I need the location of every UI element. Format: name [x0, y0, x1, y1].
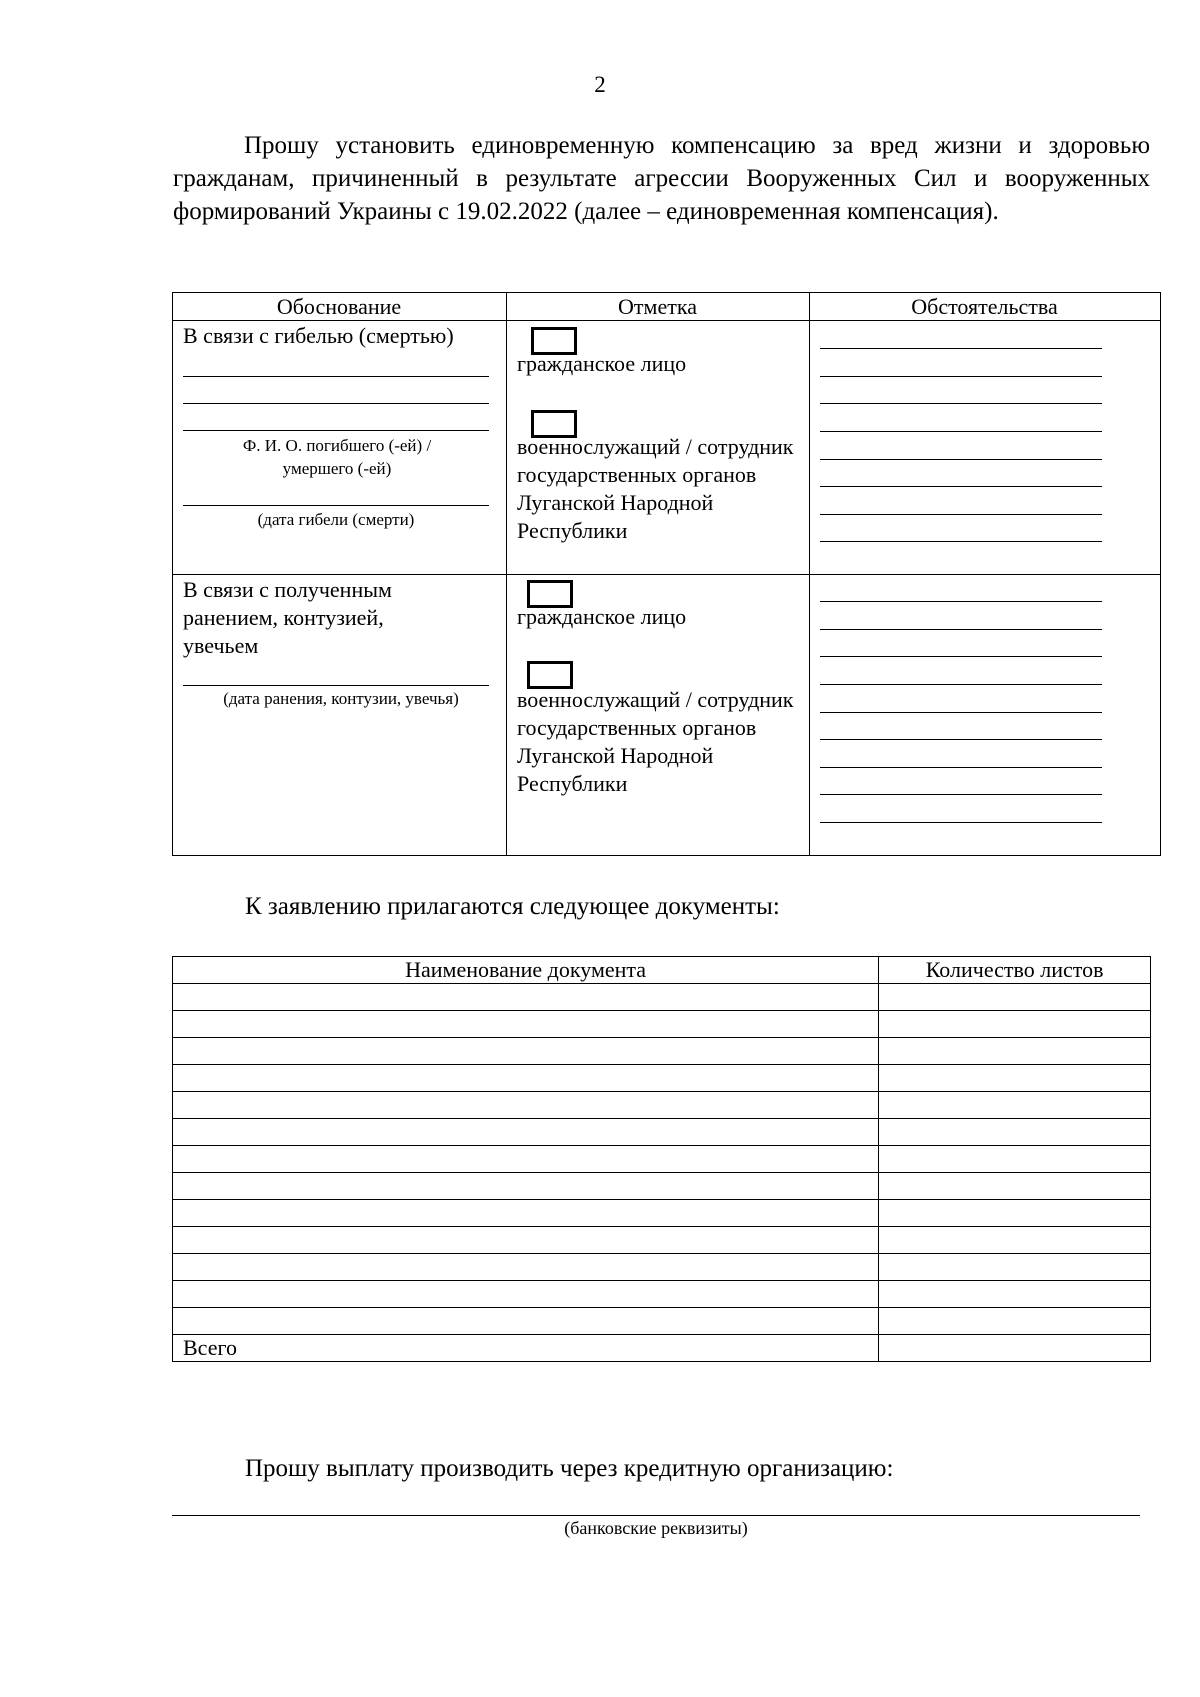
table-row	[173, 984, 1151, 1011]
row2-circumstance-line[interactable]	[820, 822, 1102, 823]
document-name-cell[interactable]	[173, 1200, 879, 1227]
row2-circumstance-line[interactable]	[820, 684, 1102, 685]
sheet-count-cell[interactable]	[879, 1038, 1151, 1065]
bank-details-line[interactable]	[172, 1515, 1140, 1516]
sheet-count-cell[interactable]	[879, 1119, 1151, 1146]
header-mark: Отметка	[618, 294, 697, 319]
row2-circumstance-line[interactable]	[820, 656, 1102, 657]
payment-text: Прошу выплату производить через кредитную организацию:	[245, 1455, 894, 1482]
sheet-count-cell[interactable]	[879, 1281, 1151, 1308]
row2-military-checkbox[interactable]	[527, 661, 573, 689]
row1-circumstance-line[interactable]	[820, 486, 1102, 487]
row2-date-line[interactable]	[183, 685, 489, 686]
documents-title: К заявлению прилагаются следующее документы:	[245, 893, 780, 920]
sheet-count-cell[interactable]	[879, 1173, 1151, 1200]
row2-civil-label: гражданское лицо	[517, 604, 687, 629]
row1-circumstance-line[interactable]	[820, 403, 1102, 404]
table-row	[173, 1146, 1151, 1173]
table-row	[173, 1200, 1151, 1227]
sheet-count-cell[interactable]	[879, 1065, 1151, 1092]
document-name-cell[interactable]	[173, 1146, 879, 1173]
row1-military-label: военнослужащий / сотрудник государственных органов Луганской Народной Республики	[517, 434, 794, 543]
document-name-cell[interactable]	[173, 1092, 879, 1119]
row1-name-line-2[interactable]	[183, 403, 489, 404]
sheet-count-cell[interactable]	[879, 1146, 1151, 1173]
header-sheet-count: Количество листов	[879, 957, 1151, 984]
document-name-cell[interactable]	[173, 1038, 879, 1065]
intro-paragraph: Прошу установить единовременную компенсацию за вред жизни и здоровью гражданам, причиненный в результате агрессии Вооруженных Сил и вооруженных формирований Украины с 19.02.2022 (далее – единовременная компенсация).	[173, 132, 1150, 225]
sheet-count-cell[interactable]	[879, 1308, 1151, 1335]
row1-circumstance-line[interactable]	[820, 459, 1102, 460]
document-name-cell[interactable]	[173, 1119, 879, 1146]
sheet-count-cell[interactable]	[879, 1092, 1151, 1119]
row1-circumstance-line[interactable]	[820, 376, 1102, 377]
document-name-cell[interactable]	[173, 1065, 879, 1092]
row2-circumstance-line[interactable]	[820, 767, 1102, 768]
row2-circumstance-line[interactable]	[820, 629, 1102, 630]
table-row	[173, 1038, 1151, 1065]
sheet-count-cell[interactable]	[879, 1200, 1151, 1227]
sheet-count-cell[interactable]	[879, 1254, 1151, 1281]
row2-date-caption: (дата ранения, контузии, увечья)	[223, 689, 459, 708]
document-name-cell[interactable]	[173, 984, 879, 1011]
row1-name-caption: Ф. И. О. погибшего (-ей) / умершего (-ей)	[242, 436, 432, 478]
document-name-cell[interactable]	[173, 1281, 879, 1308]
table-row	[173, 1308, 1151, 1335]
row2-basis-text: В связи с полученным ранением, контузией, увечьем	[183, 577, 392, 658]
row1-circumstance-line[interactable]	[820, 431, 1102, 432]
table-row	[173, 1254, 1151, 1281]
row2-circumstance-line[interactable]	[820, 712, 1102, 713]
row1-basis-text: В связи с гибелью (смертью)	[183, 323, 454, 348]
document-name-cell[interactable]	[173, 1173, 879, 1200]
sheet-count-cell[interactable]	[879, 1227, 1151, 1254]
sheet-count-cell[interactable]	[879, 1011, 1151, 1038]
row1-civil-label: гражданское лицо	[517, 351, 687, 376]
table-row	[173, 1281, 1151, 1308]
table-row	[173, 1092, 1151, 1119]
total-sheet-count-cell[interactable]	[879, 1335, 1151, 1362]
row1-circumstance-line[interactable]	[820, 348, 1102, 349]
header-document-name: Наименование документа	[173, 957, 879, 984]
table-row	[173, 1227, 1151, 1254]
row1-circumstance-line[interactable]	[820, 514, 1102, 515]
sheet-count-cell[interactable]	[879, 984, 1151, 1011]
documents-table	[172, 956, 1151, 1362]
row2-military-label: военнослужащий / сотрудник государственных органов Луганской Народной Республики	[517, 687, 794, 796]
document-name-cell[interactable]	[173, 1308, 879, 1335]
header-circumstances: Обстоятельства	[911, 294, 1058, 319]
row1-circumstance-line[interactable]	[820, 541, 1102, 542]
row2-circumstance-line[interactable]	[820, 601, 1102, 602]
page-number: 2	[594, 72, 606, 97]
row1-name-line-1[interactable]	[183, 376, 489, 377]
row1-date-caption: (дата гибели (смерти)	[257, 510, 415, 529]
row1-date-line[interactable]	[183, 505, 489, 506]
document-name-cell[interactable]	[173, 1227, 879, 1254]
header-basis: Обоснование	[276, 294, 402, 319]
table-row	[173, 1173, 1151, 1200]
total-row	[173, 1335, 1151, 1362]
basis-table	[172, 292, 1161, 856]
row1-name-line-3[interactable]	[183, 430, 489, 431]
table-row	[173, 1065, 1151, 1092]
row2-circumstance-line[interactable]	[820, 794, 1102, 795]
document-name-cell[interactable]	[173, 1011, 879, 1038]
document-name-cell[interactable]	[173, 1254, 879, 1281]
row2-circumstance-line[interactable]	[820, 739, 1102, 740]
total-label: Всего	[173, 1335, 879, 1362]
table-row	[173, 1119, 1151, 1146]
table-row	[173, 1011, 1151, 1038]
bank-details-caption: (банковские реквизиты)	[564, 1518, 748, 1538]
